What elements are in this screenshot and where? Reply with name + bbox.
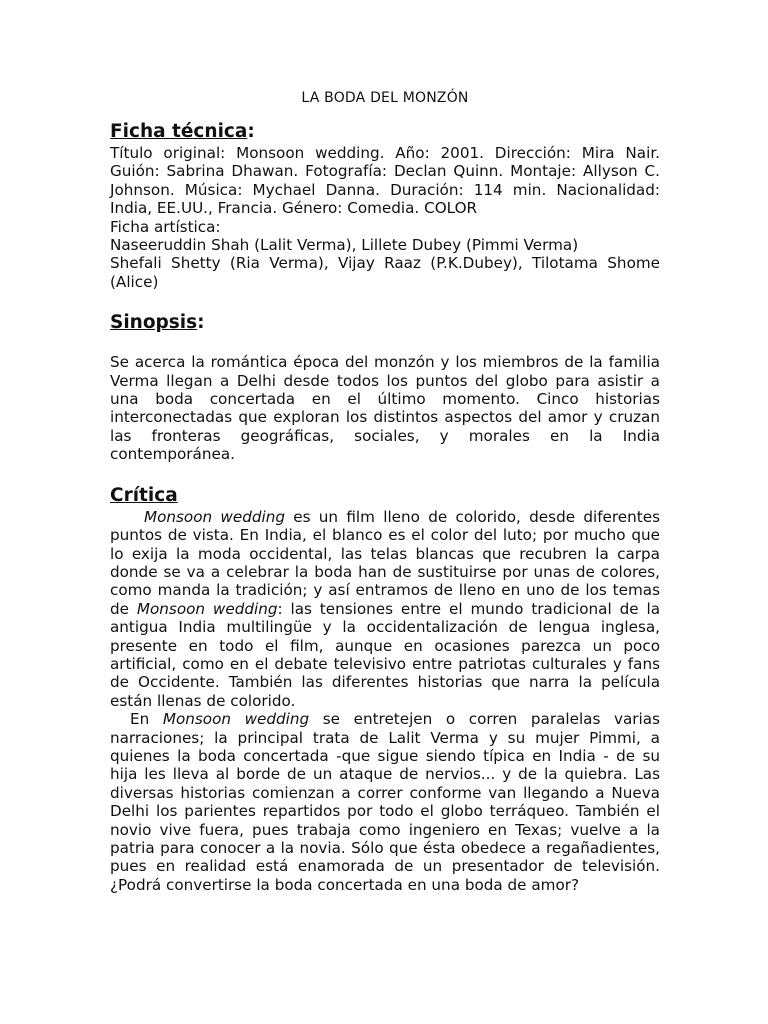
document-title: LA BODA DEL MONZÓN bbox=[301, 90, 469, 106]
sinopsis-heading bbox=[110, 311, 660, 335]
critica-heading-text: Crítica bbox=[110, 484, 178, 506]
ficha-tecnica-heading-text: Ficha técnica bbox=[110, 121, 248, 142]
sinopsis-text: Se acerca la romántica época del monzón y los miembros de la familia Verma llegan a Delhi desde todos los puntos del globo para asistir a una boda concertada en el último momento. Cinco historias interconectadas que exploran los distintos aspectos del amor y cruzan las fronteras geográficas, sociales, y morales en la India contemporánea. bbox=[110, 353, 660, 464]
cast-line-1: Naseeruddin Shah (Lalit Verma), Lillete Dubey (Pimmi Verma) bbox=[110, 236, 579, 255]
critica-heading bbox=[110, 484, 660, 508]
critica-paragraph-1-text-a: es un film lleno de colorido, desde diferentes puntos de vista. En India, el blanco es el color del luto; por mucho que lo exija la moda occidental, las telas blancas que recubren la carpa donde se va a celebrar la boda han de sustituirse por unas de colores, como manda la tradición; y así entramos de lleno en uno de los temas de bbox=[110, 507, 660, 618]
artistic-credits-label: Ficha artística: bbox=[110, 217, 221, 236]
cast-line-rest: Shefali Shetty (Ria Verma), Vijay Raaz (P.K.Dubey), Tilotama Shome (Alice) bbox=[110, 254, 660, 291]
film-title: Monsoon wedding bbox=[162, 710, 310, 729]
critica-paragraph-2-lead: En bbox=[130, 710, 163, 729]
film-title: Monsoon wedding bbox=[144, 507, 285, 526]
critica-paragraph-2 bbox=[110, 710, 660, 894]
sinopsis-heading-text: Sinopsis bbox=[110, 312, 198, 334]
ficha-tecnica-heading bbox=[110, 120, 660, 144]
technical-credits: Título original: Monsoon wedding. Año: 2001. Dirección: Mira Nair. Guión: Sabrina Dhawan. Fotografía: Declan Quinn. Montaje: Allyson C. Johnson. Música: Mychael Danna. Duración: 114 min. Nacionalidad: India, EE.UU., Francia. Género: Comedia. COLOR bbox=[110, 144, 660, 218]
ficha-tecnica-heading-colon: : bbox=[247, 121, 255, 142]
film-title: Monsoon wedding bbox=[136, 599, 278, 618]
critica-paragraph-2-text: se entretejen o corren paralelas varias narraciones; la principal trata de Lalit Verma y su mujer Pimmi, a quienes la boda concertada -que sigue siendo típica en India - de su hija les lleva al borde de un ataque de nervios... y de la quiebra. Las diversas historias comienzan a correr conforme van llegando a Nueva Delhi los parientes repartidos por todo el globo terráqueo. También el novio vive fuera, pues trabaja como ingeniero en Texas; vuelve a la patria para conocer a la novia. Sólo que ésta obedece a regañadientes, pues en realidad está enamorada de un presentador de televisión. ¿Podrá convertirse la boda concertada en una boda de amor? bbox=[110, 710, 660, 894]
critica-paragraph-1 bbox=[110, 508, 660, 710]
critica-paragraph-1-text-b: : las tensiones entre el mundo tradicional de la antigua India multilingüe y la occidentalización de lengua inglesa, presente en todo el film, aunque en ocasiones parezca un poco artificial, como en el debate televisivo entre patriotas culturales y fans de Occidente. También las diferentes historias que narra la película están llenas de colorido. bbox=[110, 599, 660, 710]
sinopsis-heading-colon: : bbox=[197, 312, 205, 334]
